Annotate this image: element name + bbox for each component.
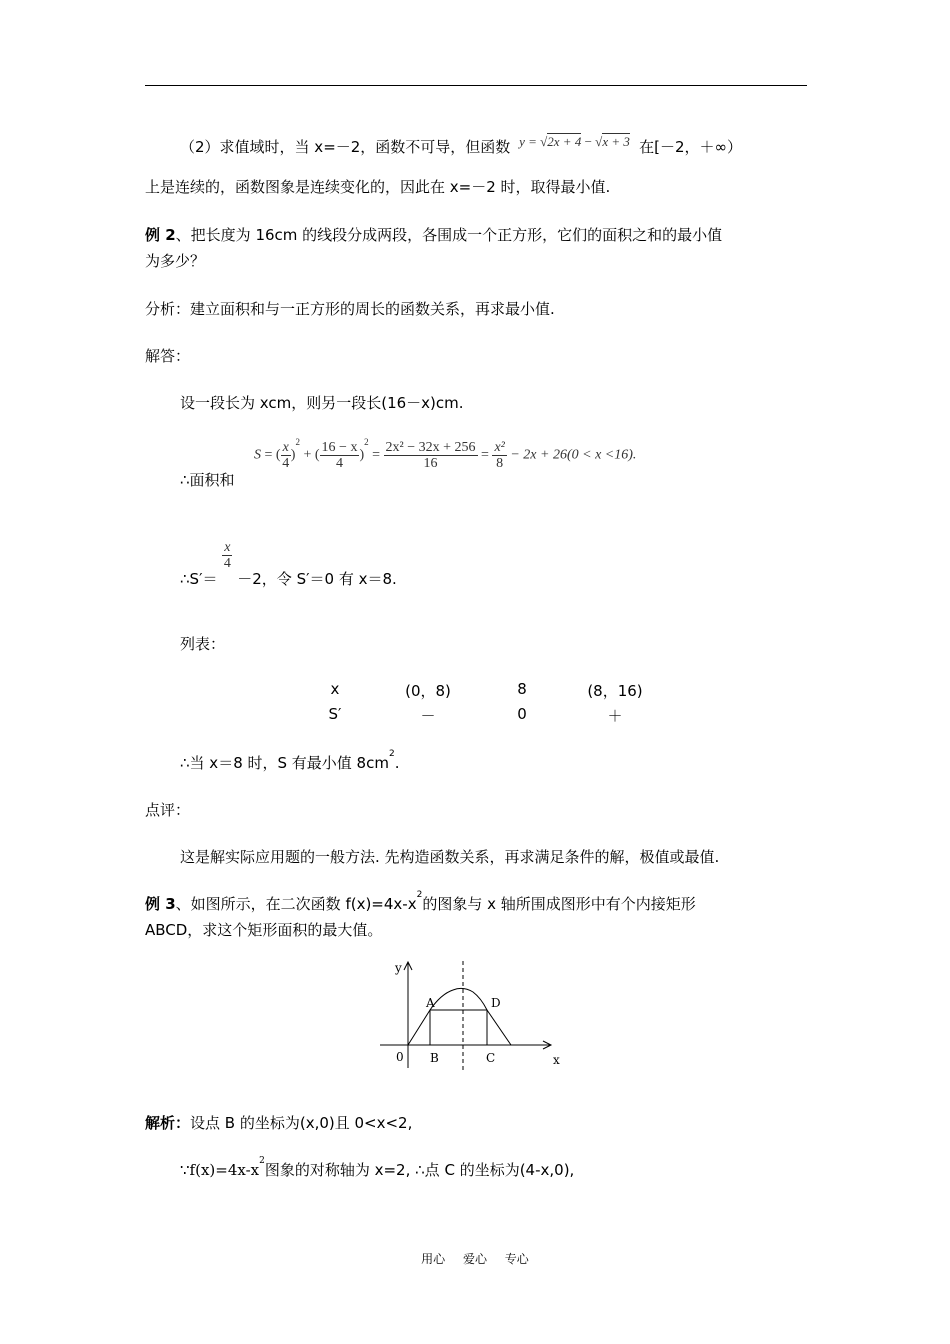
function-formula: y = √2x + 4 − √x + 3 xyxy=(519,134,630,149)
example2-line2: 为多少？ xyxy=(145,252,206,270)
table-cell: (0，8) xyxy=(405,682,451,700)
example2-answer-label: 解答： xyxy=(145,347,191,365)
point-a-label: A xyxy=(426,996,435,1010)
radicand-1: 2x + 4 xyxy=(547,134,582,149)
section2-line1 xyxy=(180,136,742,157)
table-cell: S′ xyxy=(328,705,342,723)
y-label: y xyxy=(395,961,402,975)
list-label: 列表： xyxy=(180,635,226,653)
point-b-label: B xyxy=(430,1051,439,1065)
table-cell: (8，16) xyxy=(587,682,643,700)
example2-step1: 设一段长为 xcm，则另一段长(16－x)cm. xyxy=(180,394,464,412)
comment-text: 这是解实际应用题的一般方法. 先构造函数关系，再求满足条件的解，极值或最值. xyxy=(180,848,720,866)
solution-label: 解析： xyxy=(145,1114,191,1132)
table-cell: x xyxy=(330,680,340,698)
table-cell: 0 xyxy=(517,705,527,723)
example2-line1 xyxy=(145,224,722,245)
table-cell: 8 xyxy=(517,680,527,698)
conclusion: ∴当 x＝8 时，S 有最小值 $8cm^2$. xyxy=(180,749,400,772)
table-cell: － xyxy=(420,707,436,725)
example3-line2: ABCD，求这个矩形面积的最大值。 xyxy=(145,921,383,939)
parabola-figure xyxy=(375,958,575,1078)
section2-text-a: （2）求值域时，当 x=－2，函数不可导，但函数 xyxy=(180,138,511,156)
point-c-label: C xyxy=(486,1051,496,1065)
header-rule xyxy=(145,85,807,86)
sqrt-symbol: √ xyxy=(540,134,548,149)
comment-label: 点评： xyxy=(145,801,191,819)
page-footer: 用心 爱心 专心 xyxy=(421,1252,529,1266)
area-formula: S = ( $\frac{x}{4}$ )$^2$ + ( $\frac{16 - x}{4}$ )$^2$ = $\frac{\text{2x² − 32x + 256}}{16}$ = $\frac{\text{x²}}{8}$ − 2x + 26(0 < x <16). xyxy=(254,437,637,471)
rectangle-abcd xyxy=(430,1010,487,1045)
area-prefix: ∴面积和 xyxy=(180,471,235,489)
solution-line1: 解析：设点 B 的坐标为(x,0)且 0<x<2, xyxy=(145,1114,413,1132)
radicand-2: x + 3 xyxy=(602,134,630,149)
derivative-line: ∴S′＝ $\frac{x}{4}$ －2，令 S′＝0 有 x＝8. xyxy=(180,540,397,588)
fraction-quadratic: $\frac{\text{2x² − 32x + 256}}{16}$ xyxy=(385,440,476,471)
table-cell: ＋ xyxy=(607,707,623,725)
fraction-16-minus-x: $\frac{16 - x}{4}$ xyxy=(321,440,358,471)
example3-line1: 例 3、如图所示，在二次函数 $f(x)=4x-x^2$的图象与 x 轴所围成图形中有个内接矩形 xyxy=(145,890,696,913)
fraction-x2-over-8: $\frac{\text{x²}}{8}$ xyxy=(494,440,505,471)
fraction-deriv: $\frac{x}{4}$ xyxy=(223,540,231,571)
section2-text-b: 在[－2，＋∞） xyxy=(639,138,743,156)
solution-line2: $\because f(x)=4x-x^2$图象的对称轴为 x=2, ∴点 C 的坐标为(4-x,0), xyxy=(180,1156,575,1179)
example2-analysis: 分析：建立面积和与一正方形的周长的函数关系，再求最小值. xyxy=(145,300,555,318)
fraction-x-over-4: $\frac{x}{4}$ xyxy=(282,440,290,471)
example3-label: 例 3 xyxy=(145,895,176,913)
origin-label: 0 xyxy=(396,1050,404,1064)
section2-line2: 上是连续的，函数图象是连续变化的，因此在 x=－2 时，取得最小值. xyxy=(145,178,611,196)
example2-text: 、把长度为 16cm 的线段分成两段，各围成一个正方形，它们的面积之和的最小值 xyxy=(175,226,723,244)
x-label: x xyxy=(553,1053,560,1067)
example2-label: 例 2 xyxy=(145,226,176,244)
point-d-label: D xyxy=(491,996,501,1010)
